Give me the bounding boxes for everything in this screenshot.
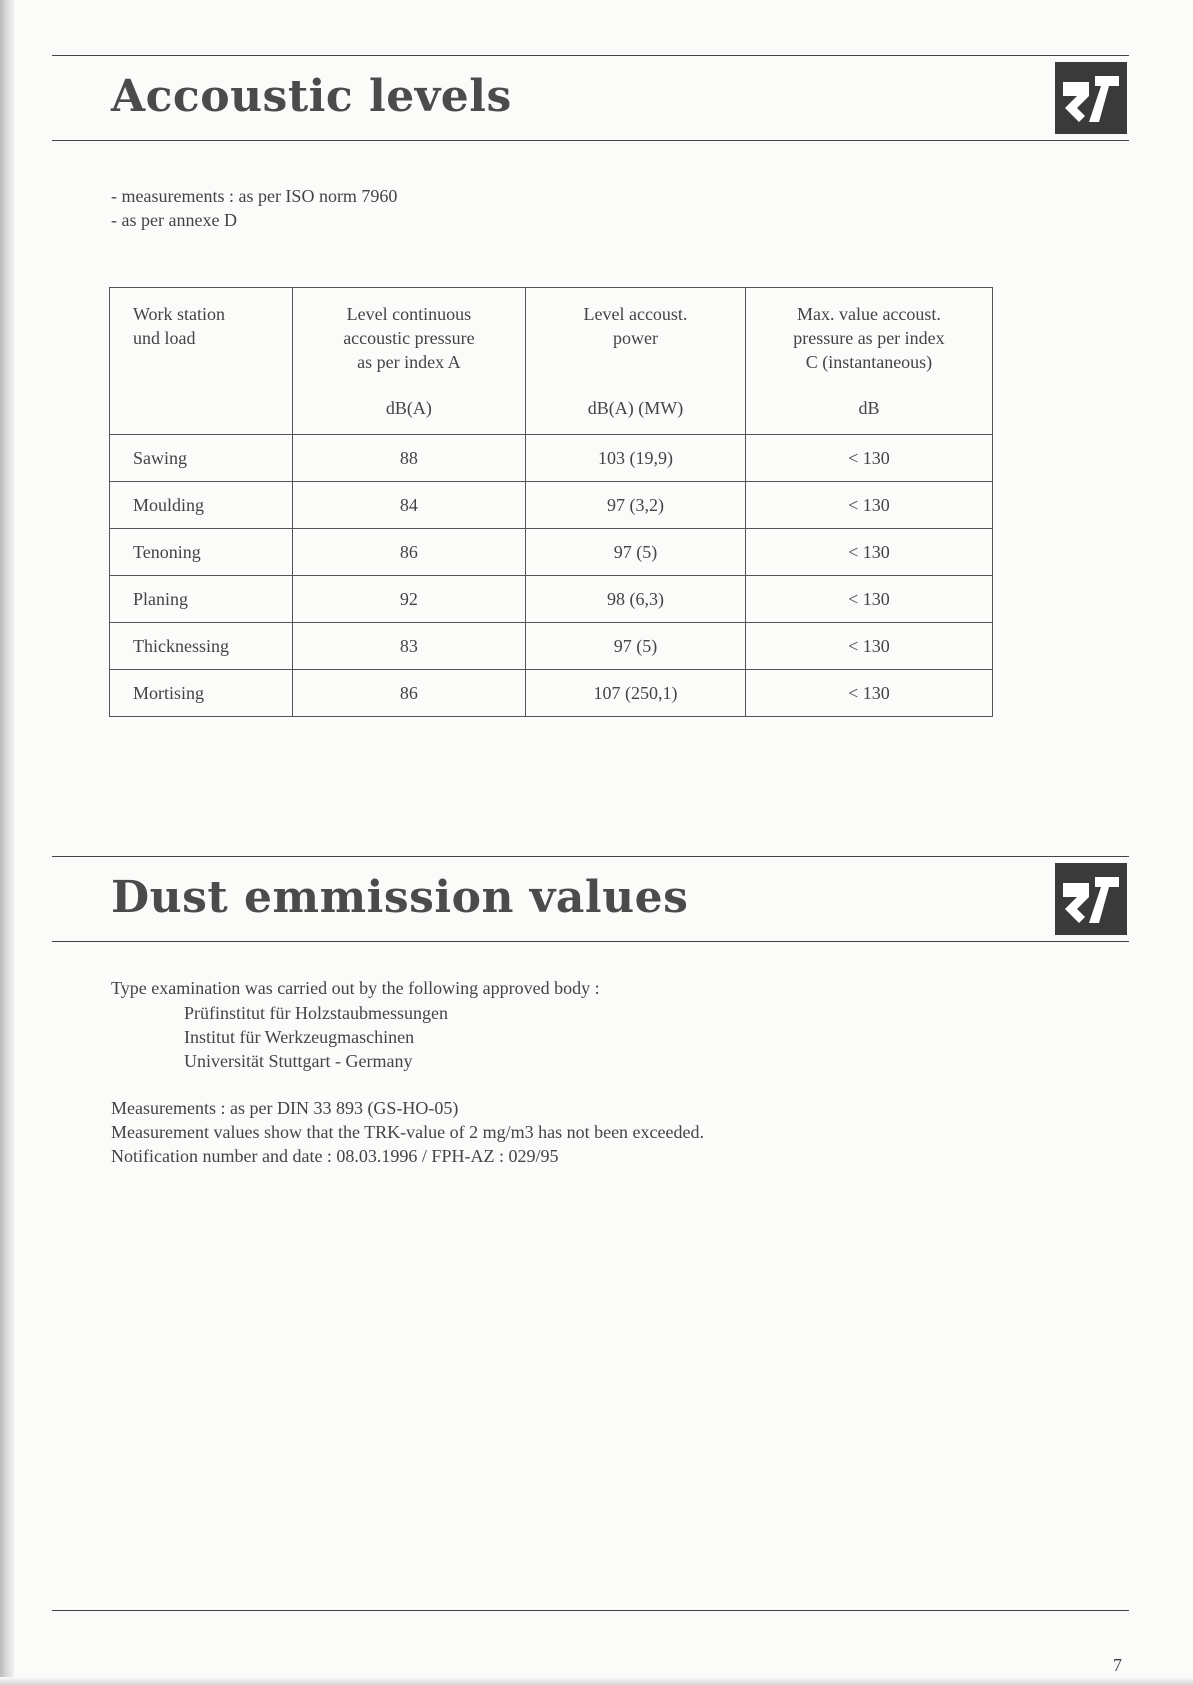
cell-power: 97 (5) [526,623,746,670]
header-accoustic-power-unit: dB(A) (MW) [587,398,684,418]
cell-pressure: 92 [292,576,525,623]
table-row [110,435,993,482]
cell-max-pressure: < 130 [745,623,992,670]
header-continuous-pressure-unit: dB(A) [385,398,432,418]
cell-pressure: 88 [292,435,525,482]
cell-pressure: 83 [292,623,525,670]
acoustic-note-1: - measurements : as per ISO norm 7960 [111,186,398,206]
page-number: 7 [1113,1655,1122,1675]
cell-work-station: Mortising [110,670,293,717]
header-accoustic-power [526,288,746,435]
acoustic-levels-table [109,287,993,717]
dust-measurement-line-2: Measurement values show that the TRK-value of 2 mg/m3 has not been exceeded. [111,1122,704,1142]
cell-max-pressure: < 130 [745,529,992,576]
header-max-pressure-unit: dB [858,398,880,418]
table-row [110,482,993,529]
dust-section-header [52,856,1129,942]
cell-power: 97 (5) [526,529,746,576]
cell-work-station: Sawing [110,435,293,482]
header-continuous-pressure [292,288,525,435]
cell-work-station: Planing [110,576,293,623]
cell-pressure: 86 [292,529,525,576]
rs-logo-icon [1055,62,1127,134]
acoustic-section-title: Accoustic levels [111,71,512,122]
table-row [110,623,993,670]
header-accoustic-power-label: Level accoust. power [583,304,688,348]
header-work-station: Work station und load [110,288,293,435]
cell-max-pressure: < 130 [745,576,992,623]
cell-work-station: Tenoning [110,529,293,576]
cell-pressure: 84 [292,482,525,529]
acoustic-section-header [52,55,1129,141]
header-continuous-pressure-label: Level continuous accoustic pressure as per index A [343,304,475,372]
cell-work-station: Thicknessing [110,623,293,670]
dust-body-line-2: Institut für Werkzeugmaschinen [184,1027,415,1047]
table-row [110,670,993,717]
cell-max-pressure: < 130 [745,435,992,482]
cell-power: 97 (3,2) [526,482,746,529]
header-max-pressure-label: Max. value accoust. pressure as per index C (instantaneous) [793,304,945,372]
dust-measurement-line-3: Notification number and date : 08.03.1996 / FPH-AZ : 029/95 [111,1146,559,1166]
dust-body-line-3: Universität Stuttgart - Germany [184,1051,413,1071]
page-binding-edge [0,0,14,1685]
table-header-row [110,288,993,435]
cell-max-pressure: < 130 [745,670,992,717]
dust-section-title: Dust emmission values [111,872,689,923]
cell-power: 103 (19,9) [526,435,746,482]
header-max-pressure [745,288,992,435]
dust-body-line-1: Prüfinstitut für Holzstaubmessungen [184,1003,448,1023]
dust-intro: Type examination was carried out by the following approved body : [111,978,600,998]
cell-work-station: Moulding [110,482,293,529]
page-bottom-edge [0,1677,1193,1685]
cell-pressure: 86 [292,670,525,717]
acoustic-note-2: - as per annexe D [111,210,237,230]
table-row [110,529,993,576]
cell-max-pressure: < 130 [745,482,992,529]
dust-measurement-line-1: Measurements : as per DIN 33 893 (GS-HO-05) [111,1098,459,1118]
cell-power: 107 (250,1) [526,670,746,717]
rs-logo-icon [1055,863,1127,935]
footer-rule [52,1610,1129,1611]
table-row [110,576,993,623]
cell-power: 98 (6,3) [526,576,746,623]
